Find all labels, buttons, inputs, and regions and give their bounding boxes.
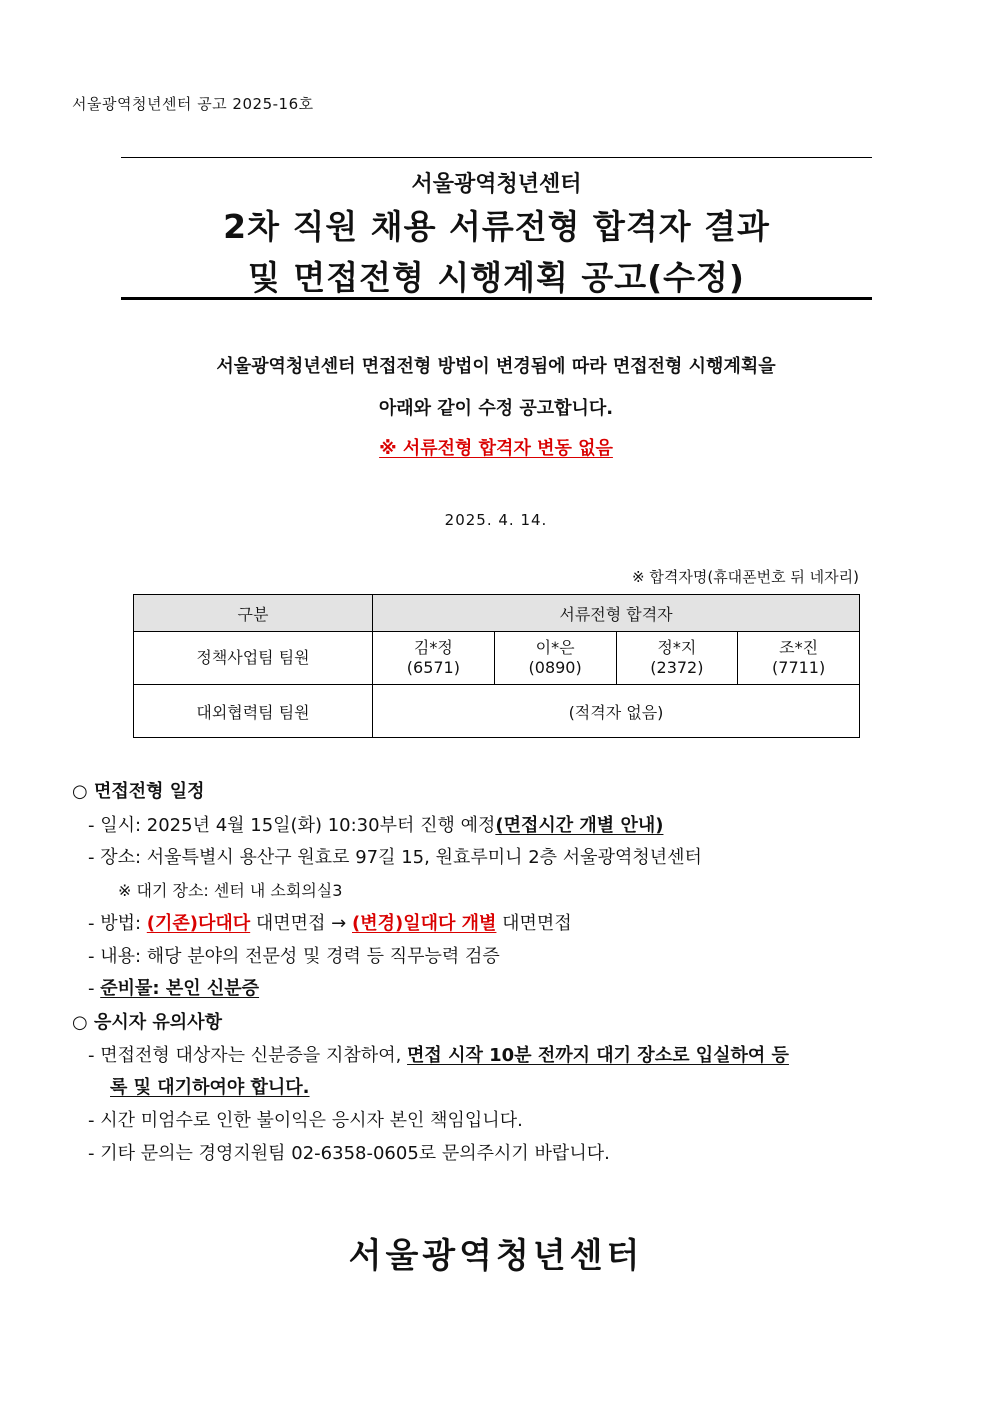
caution-1-text: - 면접전형 대상자는 신분증을 지참하여,: [88, 1045, 408, 1066]
title-line-1: 2차 직원 채용 서류전형 합격자 결과: [223, 207, 770, 246]
caution-item-1: [88, 1041, 789, 1067]
row-result: (적격자 없음): [373, 685, 860, 738]
header-passers: 서류전형 합격자: [373, 595, 860, 632]
candidate-name: 김*정: [413, 638, 453, 657]
announcement-date: 2025. 4. 14.: [444, 511, 548, 529]
datetime-emphasis: (면접시간 개별 안내): [495, 815, 664, 836]
method-old: (기존)다대다: [146, 913, 251, 934]
closing-organization: 서울광역청년센터: [348, 1236, 644, 1276]
method-new: (변경)일대다 개별: [352, 913, 497, 934]
table-row: [134, 632, 860, 685]
row-category: 정책사업팀 팀원: [134, 632, 373, 685]
organization-subtitle: 서울광역청년센터: [411, 172, 582, 197]
intro-line-2: 아래와 같이 수정 공고합니다.: [378, 398, 614, 419]
prep-prefix: -: [88, 978, 101, 999]
interview-preparation: [88, 974, 259, 1000]
interview-heading: ○ 면접전형 일정: [72, 781, 205, 802]
method-mid: 대면면접 →: [250, 913, 352, 934]
candidate-name: 이*은: [535, 638, 575, 657]
results-table: [133, 594, 860, 738]
candidate-name: 조*진: [779, 638, 819, 657]
title-line-2: 및 면접전형 시행계획 공고(수정): [247, 258, 746, 297]
top-rule: [121, 157, 872, 158]
candidate-cell: [494, 632, 616, 685]
caution-item-2: - 시간 미엄수로 인한 불이익은 응시자 본인 책임입니다.: [88, 1110, 523, 1131]
prep-text: 준비물: 본인 신분증: [100, 978, 260, 999]
table-note: ※ 합격자명(휴대폰번호 뒤 네자리): [632, 568, 859, 586]
method-prefix: - 방법:: [88, 913, 147, 934]
interview-datetime: [88, 811, 663, 837]
datetime-text: - 일시: 2025년 4월 15일(화) 10:30부터 진행 예정: [88, 815, 496, 836]
bottom-rule: [121, 297, 872, 300]
candidate-cell: [616, 632, 738, 685]
caution-item-3: - 기타 문의는 경영지원팀 02-6358-0605로 문의주시기 바랍니다.: [88, 1143, 610, 1164]
candidate-phone: (2372): [650, 658, 704, 677]
intro-line-1: 서울광역청년센터 면접전형 방법이 변경됨에 따라 면접전형 시행계획을: [216, 356, 776, 377]
interview-place: - 장소: 서울특별시 용산구 원효로 97길 15, 원효루미니 2층 서울광역청년센터: [88, 847, 702, 868]
candidate-cell: [738, 632, 860, 685]
notice-number: 서울광역청년센터 공고 2025-16호: [72, 95, 314, 113]
row-category: 대외협력팀 팀원: [134, 685, 373, 738]
interview-method: [88, 909, 572, 935]
interview-content: - 내용: 해당 분야의 전문성 및 경력 등 직무능력 검증: [88, 946, 500, 967]
intro-line-3: ※ 서류전형 합격자 변동 없음: [379, 438, 613, 459]
caution-1-emphasis-cont: 록 및 대기하여야 합니다.: [110, 1077, 310, 1098]
candidate-name: 정*지: [657, 638, 697, 657]
cautions-heading: ○ 응시자 유의사항: [72, 1012, 222, 1033]
caution-item-1-cont: [110, 1073, 310, 1099]
waiting-place: ※ 대기 장소: 센터 내 소회의실3: [118, 881, 343, 900]
caution-1-emphasis: 면접 시작 10분 전까지 대기 장소로 입실하여 등: [407, 1045, 789, 1066]
candidate-cell: [373, 632, 495, 685]
candidate-phone: (0890): [528, 658, 582, 677]
candidate-phone: (6571): [406, 658, 460, 677]
method-suffix: 대면면접: [496, 913, 572, 934]
candidate-phone: (7711): [772, 658, 826, 677]
header-category: 구분: [134, 595, 373, 632]
table-row: [134, 685, 860, 738]
intro-notice-no-change: [0, 434, 992, 460]
